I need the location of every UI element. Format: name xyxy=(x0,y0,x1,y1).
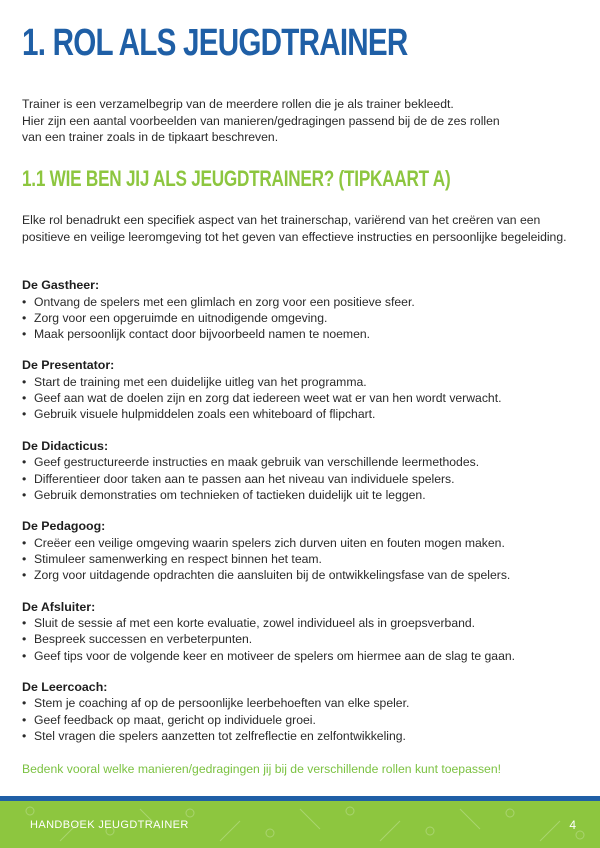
list-item-text: Gebruik visuele hulpmiddelen zoals een whiteboard of flipchart. xyxy=(34,407,376,422)
bullet-icon: • xyxy=(22,712,27,727)
bullet-icon: • xyxy=(22,696,27,711)
list-item-text: Geef tips voor de volgende keer en motiveer de spelers om hiermee aan de slag te gaan. xyxy=(34,648,516,663)
role-gastheer xyxy=(22,277,587,342)
bullet-icon: • xyxy=(22,327,27,342)
list-item-text: Stem je coaching af op de persoonlijke leerbehoeften van elke speler. xyxy=(34,696,410,711)
list-item-text: Geef aan wat de doelen zijn en zorg dat iedereen weet wat er van hen wordt verwacht. xyxy=(34,391,502,406)
role-afsluiter xyxy=(22,599,587,664)
bullet-icon: • xyxy=(22,374,27,389)
bullet-icon: • xyxy=(22,455,27,470)
role-heading: De Leercoach: xyxy=(22,679,108,694)
bullet-icon: • xyxy=(22,535,27,550)
closing-note: Bedenk vooral welke manieren/gedragingen jij bij de verschillende rollen kunt toepassen! xyxy=(22,762,501,776)
list-item xyxy=(22,551,587,567)
list-item xyxy=(22,728,587,744)
list-item xyxy=(22,374,587,390)
list-item-text: Zorg voor uitdagende opdrachten die aansluiten bij de ontwikkelingsfase van de spelers. xyxy=(34,568,511,583)
list-item-text: Creëer een veilige omgeving waarin spelers zich durven uiten en fouten mogen maken. xyxy=(34,535,505,550)
intro-line: Trainer is een verzamelbegrip van de meerdere rollen die je als trainer bekleedt. xyxy=(22,97,454,111)
role-items xyxy=(22,294,587,343)
bullet-icon: • xyxy=(22,310,27,325)
roles-list xyxy=(22,277,587,759)
list-item xyxy=(22,648,587,664)
bullet-icon: • xyxy=(22,487,27,502)
role-presentator xyxy=(22,357,587,422)
role-leercoach xyxy=(22,679,587,744)
list-item-text: Geef feedback op maat, gericht op individuele groei. xyxy=(34,712,316,727)
list-item-text: Stimuleer samenwerking en respect binnen het team. xyxy=(34,551,322,566)
list-item-text: Start de training met een duidelijke uitleg van het programma. xyxy=(34,374,367,389)
list-item xyxy=(22,567,587,583)
role-items xyxy=(22,695,587,744)
section-lead: Elke rol benadrukt een specifiek aspect van het trainerschap, variërend van het creëren van een positieve en veilige leeromgeving tot het geven van effectieve instructies en persoonlijke begeleiding. xyxy=(22,213,567,244)
intro-line: Hier zijn een aantal voorbeelden van manieren/gedragingen passend bij de de zes rollen xyxy=(22,113,500,128)
role-items xyxy=(22,374,587,423)
role-heading: De Presentator: xyxy=(22,358,115,373)
list-item xyxy=(22,487,587,503)
footer xyxy=(0,801,600,848)
bullet-icon: • xyxy=(22,616,27,631)
role-heading: De Afsluiter: xyxy=(22,599,96,614)
list-item xyxy=(22,310,587,326)
bullet-icon: • xyxy=(22,568,27,583)
list-item xyxy=(22,631,587,647)
role-items xyxy=(22,615,587,664)
role-heading: De Didacticus: xyxy=(22,438,109,453)
bullet-icon: • xyxy=(22,729,27,744)
role-items xyxy=(22,535,587,584)
role-didacticus xyxy=(22,438,587,503)
page-number: 4 xyxy=(569,818,576,832)
list-item xyxy=(22,615,587,631)
list-item xyxy=(22,695,587,711)
list-item xyxy=(22,294,587,310)
list-item xyxy=(22,454,587,470)
list-item xyxy=(22,406,587,422)
footer-label: HANDBOEK JEUGDTRAINER xyxy=(30,819,189,831)
list-item-text: Zorg voor een opgeruimde en uitnodigende omgeving. xyxy=(34,310,328,325)
list-item-text: Ontvang de spelers met een glimlach en zorg voor een positieve sfeer. xyxy=(34,294,415,309)
list-item-text: Gebruik demonstraties om technieken of tactieken duidelijk uit te leggen. xyxy=(34,487,426,502)
role-heading: De Pedagoog: xyxy=(22,519,106,534)
list-item-text: Sluit de sessie af met een korte evaluatie, zowel individueel als in groepsverband. xyxy=(34,616,476,631)
bullet-icon: • xyxy=(22,648,27,663)
role-pedagoog xyxy=(22,518,587,583)
bullet-icon: • xyxy=(22,407,27,422)
role-items xyxy=(22,454,587,503)
bullet-icon: • xyxy=(22,632,27,647)
list-item-text: Differentieer door taken aan te passen aan het niveau van individuele spelers. xyxy=(34,471,455,486)
list-item-text: Bespreek successen en verbeterpunten. xyxy=(34,632,253,647)
bullet-icon: • xyxy=(22,471,27,486)
list-item xyxy=(22,535,587,551)
intro-line: van een trainer zoals in de tipkaart beschreven. xyxy=(22,130,279,144)
list-item-text: Geef gestructureerde instructies en maak gebruik van verschillende leermethodes. xyxy=(34,455,480,470)
bullet-icon: • xyxy=(22,551,27,566)
list-item xyxy=(22,712,587,728)
list-item-text: Stel vragen die spelers aanzetten tot zelfreflectie en zelfontwikkeling. xyxy=(34,729,406,744)
intro-text xyxy=(22,96,582,146)
bullet-icon: • xyxy=(22,391,27,406)
list-item xyxy=(22,471,587,487)
section-subtitle: 1.1 WIE BEN JIJ ALS JEUGDTRAINER? (TIPKAART A) xyxy=(22,166,451,191)
list-item xyxy=(22,326,587,342)
role-heading: De Gastheer: xyxy=(22,278,100,292)
bullet-icon: • xyxy=(22,294,27,309)
list-item xyxy=(22,390,587,406)
page-title: 1. ROL ALS JEUGDTRAINER xyxy=(22,22,408,64)
list-item-text: Maak persoonlijk contact door bijvoorbeeld namen te noemen. xyxy=(34,327,371,342)
